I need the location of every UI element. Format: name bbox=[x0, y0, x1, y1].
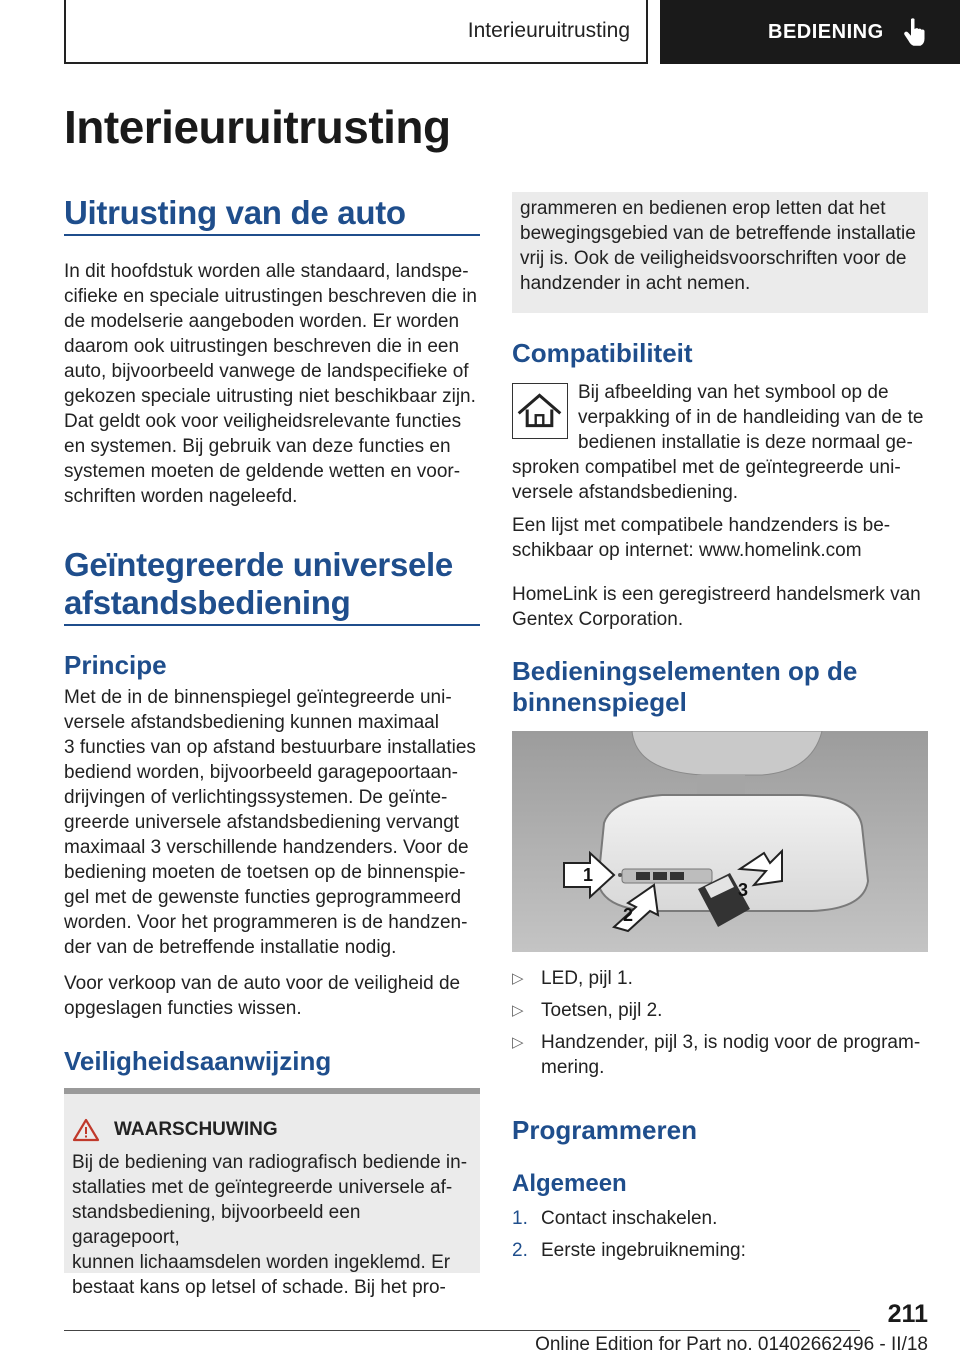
heading-rule bbox=[64, 624, 480, 626]
header-section-label: Interieuruitrusting bbox=[467, 19, 630, 42]
list-item bbox=[512, 1030, 928, 1080]
text-line: opgeslagen functies wissen. bbox=[64, 998, 302, 1019]
footer-edition: Online Edition for Part no. 01402662496 - II/18 bbox=[535, 1334, 928, 1355]
text-line: bediend worden, bijvoorbeeld garagepoortaan‐ bbox=[64, 762, 459, 783]
lijst-paragraph bbox=[512, 513, 928, 563]
heading-principe: Principe bbox=[64, 650, 167, 680]
text-line: daarom ook uitrustingen beschreven die in een bbox=[64, 336, 460, 357]
page-title: Interieuruitrusting bbox=[64, 101, 451, 153]
text-line: Voor verkoop van de auto voor de veiligheid de bbox=[64, 973, 461, 994]
warning-triangle-icon bbox=[72, 1118, 100, 1142]
text-line: bestaat kans op letsel of schade. Bij het pro‐ bbox=[72, 1277, 446, 1298]
heading-programmeren: Programmeren bbox=[512, 1115, 697, 1145]
homelink-paragraph bbox=[512, 582, 928, 632]
text-line: Bij de bediening van radiografisch bediende in‐ bbox=[72, 1152, 468, 1173]
warning-text bbox=[72, 1150, 472, 1300]
mirror-photo bbox=[512, 731, 928, 952]
step-text: Contact inschakelen. bbox=[541, 1208, 718, 1229]
heading-bedieningselementen bbox=[512, 656, 857, 718]
text-line: sproken compatibel met de geïntegreerde uni‐ bbox=[512, 457, 901, 478]
text-line: en systemen. Bij gebruik van deze functies en bbox=[64, 436, 451, 457]
text-line: Een lijst met compatibele handzenders is be‐ bbox=[512, 515, 891, 536]
heading-algemeen: Algemeen bbox=[512, 1170, 627, 1197]
bullet-triangle-icon: ▷ bbox=[512, 970, 524, 987]
heading-veiligheid: Veiligheidsaanwijzing bbox=[64, 1046, 332, 1076]
list-item-text bbox=[541, 1030, 920, 1080]
heading-line: afstandsbediening bbox=[64, 584, 351, 621]
warning-box bbox=[64, 1088, 480, 1298]
text-line: drijvingen of verlichtingssystemen. De geïnte‐ bbox=[64, 787, 448, 808]
bullet-triangle-icon: ▷ bbox=[512, 1002, 524, 1019]
footer-rule bbox=[64, 1330, 860, 1331]
text-line: standsbediening, bijvoorbeeld een garagepoort, bbox=[72, 1202, 361, 1248]
text-line: Dat geldt ook voor veiligheidsrelevante functies bbox=[64, 411, 462, 432]
intro-paragraph bbox=[64, 259, 480, 509]
list-item bbox=[512, 998, 928, 1023]
text-line: worden. Voor het programmeren is de handzen‐ bbox=[64, 912, 468, 933]
text-line: versele afstandsbediening kunnen maximaal bbox=[64, 712, 439, 733]
text-line: bedienen installatie is deze normaal ge‐ bbox=[578, 432, 913, 453]
text-line: gel met de gewenste functies geprogrammeerd bbox=[64, 887, 462, 908]
heading-uitrusting: Uitrusting van de auto bbox=[64, 194, 406, 231]
principe-paragraph bbox=[64, 685, 480, 960]
text-line: HomeLink is een geregistreerd handelsmerk van bbox=[512, 584, 921, 605]
warning-title: WAARSCHUWING bbox=[114, 1119, 278, 1140]
heading-line: binnenspiegel bbox=[512, 687, 687, 717]
homelink-house-icon bbox=[512, 383, 568, 439]
text-line: handzender in acht nemen. bbox=[520, 273, 751, 294]
step-item bbox=[512, 1238, 928, 1263]
text-line: Gentex Corporation. bbox=[512, 609, 684, 630]
text-line: 3 functies van op afstand bestuurbare installaties bbox=[64, 737, 476, 758]
bullet-triangle-icon: ▷ bbox=[512, 1034, 524, 1051]
text-line: In dit hoofdstuk worden alle standaard, landspe‐ bbox=[64, 261, 469, 282]
header-chapter-label: BEDIENING bbox=[768, 20, 884, 43]
header-chapter-tab bbox=[660, 0, 960, 64]
text-line: grammeren en bedienen erop letten dat het bbox=[520, 198, 886, 219]
text-line: schriften worden nageleefd. bbox=[64, 486, 298, 507]
compat-paragraph-full bbox=[512, 455, 928, 505]
text-line: vrij is. Ook de veiligheidsvoorschriften voor de bbox=[520, 248, 907, 269]
text-line: greerde universele afstandsbediening vervangt bbox=[64, 812, 460, 833]
text-line: versele afstandsbediening. bbox=[512, 482, 739, 503]
step-text: Eerste ingebruikneming: bbox=[541, 1240, 746, 1261]
warning-title-row bbox=[72, 1118, 472, 1142]
warning-box-continued bbox=[512, 192, 928, 313]
text-line: cifieke en speciale uitrustingen beschreven die in bbox=[64, 286, 477, 307]
text-line: gekozen speciale uitrusting niet beschikbaar zijn. bbox=[64, 386, 476, 407]
text-line: Met de in de binnenspiegel geïntegreerde uni‐ bbox=[64, 687, 452, 708]
compat-paragraph-short bbox=[578, 380, 928, 455]
text-line: de modelserie aangeboden worden. Er worden bbox=[64, 311, 460, 332]
heading-line: Geïntegreerde universele bbox=[64, 546, 453, 583]
list-item-text: LED, pijl 1. bbox=[541, 968, 633, 989]
text-line: mering. bbox=[541, 1057, 605, 1078]
heading-geintegreerde bbox=[64, 546, 453, 622]
text-line: kunnen lichaamsdelen worden ingeklemd. Er bbox=[72, 1252, 451, 1273]
text-line: bewegingsgebied van de betreffende installatie bbox=[520, 223, 916, 244]
pointing-hand-icon bbox=[902, 17, 928, 47]
header-section-tab bbox=[64, 0, 648, 64]
page-number: 211 bbox=[887, 1300, 928, 1328]
step-number: 1. bbox=[512, 1208, 528, 1229]
text-line: schikbaar op internet: www.homelink.com bbox=[512, 540, 862, 561]
arrow-label-3: 3 bbox=[738, 880, 749, 900]
heading-rule bbox=[64, 234, 480, 236]
heading-compatibiliteit: Compatibiliteit bbox=[512, 338, 693, 368]
text-line: stallaties met de geïntegreerde universele af‐ bbox=[72, 1177, 453, 1198]
verkoop-paragraph bbox=[64, 971, 480, 1021]
list-item bbox=[512, 966, 928, 991]
text-line: auto, bijvoorbeeld vanwege de landspecifieke of bbox=[64, 361, 469, 382]
step-number: 2. bbox=[512, 1240, 528, 1261]
text-line: der van de betreffende installatie nodig. bbox=[64, 937, 397, 958]
text-line: verpakking of in de handleiding van de te bbox=[578, 407, 924, 428]
text-line: Bij afbeelding van het symbool op de bbox=[578, 382, 889, 403]
list-item-text: Toetsen, pijl 2. bbox=[541, 1000, 663, 1021]
step-item bbox=[512, 1206, 928, 1231]
arrow-label-2: 2 bbox=[623, 905, 634, 925]
arrow-label-1: 1 bbox=[583, 865, 594, 885]
text-line: Handzender, pijl 3, is nodig voor de program‐ bbox=[541, 1032, 921, 1053]
text-line: systemen moeten de geldende wetten en voor‐ bbox=[64, 461, 461, 482]
heading-line: Bedieningselementen op de bbox=[512, 656, 858, 686]
text-line: bediening moeten de toetsen op de binnenspie‐ bbox=[64, 862, 466, 883]
text-line: maximaal 3 verschillende handzenders. Voor de bbox=[64, 837, 469, 858]
